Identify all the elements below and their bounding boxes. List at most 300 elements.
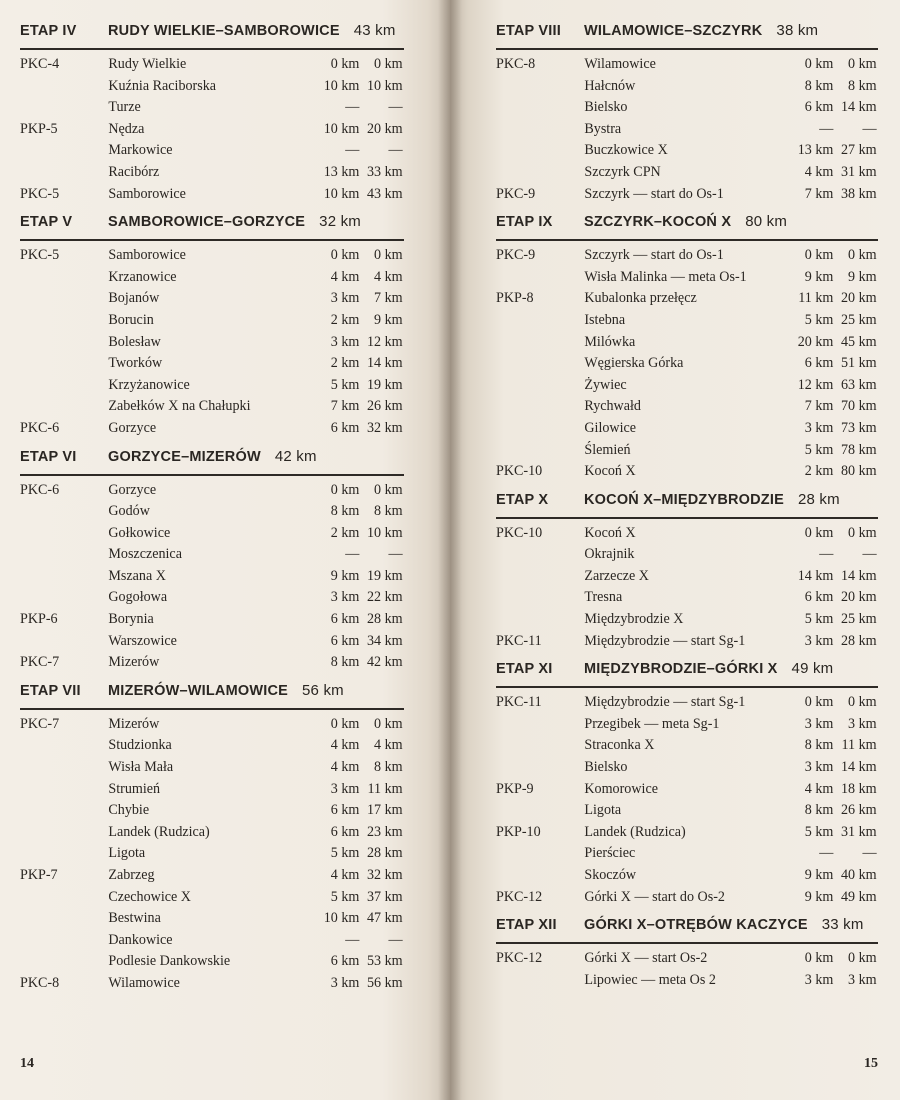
segment-distance: 3 km bbox=[804, 759, 834, 776]
place-name: Podlesie Dankowskie bbox=[108, 953, 231, 970]
place-name: Ligota bbox=[108, 845, 146, 862]
cumulative-distance: — bbox=[388, 931, 403, 948]
cumulative-distance: 25 km bbox=[840, 311, 877, 328]
stage-rows bbox=[496, 241, 878, 491]
place-name: Kocoń X bbox=[584, 524, 636, 541]
place-name: Zabrzeg bbox=[108, 867, 155, 883]
segment-distance: 5 km bbox=[330, 376, 360, 393]
segment-distance: 8 km bbox=[804, 802, 834, 819]
cumulative-distance: 10 km bbox=[366, 77, 403, 94]
segment-distance: 10 km bbox=[323, 185, 360, 202]
checkpoint-code: PKC-8 bbox=[496, 56, 536, 72]
stage-header bbox=[496, 22, 878, 50]
stage-distance: 56 km bbox=[302, 681, 344, 699]
segment-distance: 0 km bbox=[804, 56, 834, 72]
segment-distance: 2 km bbox=[804, 463, 834, 480]
segment-distance: — bbox=[345, 99, 360, 116]
place-name: Wilamowice bbox=[584, 56, 656, 72]
cumulative-distance: 28 km bbox=[366, 845, 403, 862]
stage-route: MIZERÓW–WILAMOWICE bbox=[108, 682, 288, 699]
cumulative-distance: 3 km bbox=[848, 715, 877, 732]
place-name: Gołkowice bbox=[108, 524, 171, 541]
route-row bbox=[496, 164, 877, 186]
cumulative-distance: 22 km bbox=[366, 589, 403, 606]
stage-rows bbox=[496, 688, 878, 916]
stage-block bbox=[20, 22, 404, 213]
route-row bbox=[496, 824, 877, 846]
place-name: Żywiec bbox=[584, 376, 627, 393]
checkpoint-code: PKC-6 bbox=[20, 481, 60, 498]
checkpoint-code: PKP-8 bbox=[496, 290, 534, 307]
segment-distance: 0 km bbox=[804, 950, 834, 967]
route-row bbox=[20, 737, 403, 759]
route-row bbox=[20, 568, 403, 590]
segment-distance: 3 km bbox=[330, 589, 360, 606]
cumulative-distance: 49 km bbox=[840, 888, 877, 905]
route-row bbox=[20, 525, 403, 547]
cumulative-distance: 14 km bbox=[366, 355, 403, 372]
route-row bbox=[20, 78, 403, 100]
segment-distance: 8 km bbox=[804, 737, 834, 754]
route-row bbox=[496, 99, 877, 121]
place-name: Borynia bbox=[108, 611, 154, 628]
segment-distance: 5 km bbox=[804, 441, 834, 458]
cumulative-distance: 0 km bbox=[374, 481, 403, 498]
place-name: Straconka X bbox=[584, 737, 655, 754]
route-row bbox=[496, 694, 877, 716]
checkpoint-code: PKP-5 bbox=[20, 120, 58, 137]
place-name: Krzyżanowice bbox=[108, 376, 190, 393]
route-row bbox=[496, 56, 877, 78]
route-row bbox=[20, 186, 403, 208]
segment-distance: 5 km bbox=[330, 888, 360, 905]
place-name: Kuźnia Raciborska bbox=[108, 77, 217, 94]
place-name: Pierściec bbox=[584, 845, 636, 862]
place-name: Tresna bbox=[584, 589, 623, 606]
cumulative-distance: 12 km bbox=[366, 333, 403, 350]
cumulative-distance: 14 km bbox=[840, 759, 877, 776]
segment-distance: — bbox=[819, 546, 834, 563]
place-name: Międzybrodzie X bbox=[584, 611, 684, 628]
place-name: Markowice bbox=[108, 142, 173, 159]
place-name: Zabełków X na Chałupki bbox=[108, 398, 251, 415]
cumulative-distance: 9 km bbox=[848, 268, 877, 285]
segment-distance: 5 km bbox=[804, 311, 834, 328]
route-row bbox=[496, 950, 877, 972]
place-name: Krzanowice bbox=[108, 268, 177, 285]
stage-header bbox=[496, 213, 878, 241]
place-name: Tworków bbox=[108, 355, 163, 372]
segment-distance: 0 km bbox=[330, 481, 360, 498]
place-name: Mizerów bbox=[108, 654, 160, 671]
stage-rows bbox=[20, 476, 404, 682]
cumulative-distance: 4 km bbox=[374, 737, 403, 754]
stage-block bbox=[496, 916, 878, 999]
segment-distance: 6 km bbox=[804, 99, 834, 116]
segment-distance: 6 km bbox=[330, 611, 360, 628]
route-row bbox=[20, 589, 403, 611]
stage-rows bbox=[496, 50, 878, 213]
segment-distance: 4 km bbox=[330, 867, 360, 883]
segment-distance: 13 km bbox=[323, 163, 360, 180]
route-row bbox=[496, 355, 877, 377]
place-name: Warszowice bbox=[108, 632, 177, 649]
stage-distance: 28 km bbox=[797, 490, 840, 508]
route-row bbox=[20, 910, 403, 932]
stage-block bbox=[496, 213, 878, 491]
route-row bbox=[496, 611, 877, 633]
cumulative-distance: 19 km bbox=[366, 376, 403, 393]
cumulative-distance: 9 km bbox=[374, 311, 403, 328]
cumulative-distance: 26 km bbox=[366, 398, 403, 415]
segment-distance: 5 km bbox=[804, 611, 834, 628]
place-name: Nędza bbox=[108, 120, 145, 137]
cumulative-distance: 33 km bbox=[366, 163, 403, 180]
place-name: Bestwina bbox=[108, 910, 161, 927]
route-row bbox=[496, 716, 877, 738]
route-row bbox=[20, 247, 403, 269]
checkpoint-code: PKC-12 bbox=[496, 950, 543, 967]
segment-distance: 0 km bbox=[330, 247, 360, 264]
cumulative-distance: 8 km bbox=[374, 759, 403, 776]
checkpoint-code: PKP-9 bbox=[496, 780, 534, 797]
stage-number: ETAP X bbox=[496, 491, 549, 508]
place-name: Racibórz bbox=[108, 163, 160, 180]
route-row bbox=[20, 121, 403, 143]
segment-distance: 8 km bbox=[330, 654, 360, 671]
route-row bbox=[20, 633, 403, 655]
route-row bbox=[20, 142, 403, 164]
segment-distance: 0 km bbox=[804, 694, 834, 711]
segment-distance: — bbox=[819, 845, 834, 862]
cumulative-distance: 0 km bbox=[848, 56, 877, 72]
stage-number: ETAP V bbox=[20, 214, 73, 231]
cumulative-distance: 43 km bbox=[366, 185, 403, 202]
cumulative-distance: 20 km bbox=[840, 290, 877, 307]
place-name: Międzybrodzie — start Sg-1 bbox=[584, 694, 746, 711]
place-name: Bystra bbox=[584, 120, 622, 137]
route-row bbox=[496, 142, 877, 164]
place-name: Chybie bbox=[108, 802, 150, 819]
route-row bbox=[496, 737, 877, 759]
cumulative-distance: 18 km bbox=[840, 780, 877, 797]
route-row bbox=[20, 654, 403, 676]
place-name: Gogołowa bbox=[108, 589, 168, 606]
stage-list bbox=[496, 22, 878, 999]
segment-distance: 6 km bbox=[330, 823, 360, 840]
stage-header bbox=[20, 213, 404, 241]
checkpoint-code: PKC-7 bbox=[20, 654, 60, 671]
place-name: Kocoń X bbox=[584, 463, 636, 480]
route-row bbox=[496, 247, 877, 269]
place-name: Samborowice bbox=[108, 185, 186, 202]
cumulative-distance: — bbox=[388, 99, 403, 116]
stage-header bbox=[20, 448, 404, 476]
cumulative-distance: 14 km bbox=[840, 567, 877, 584]
checkpoint-code: PKP-6 bbox=[20, 611, 58, 628]
place-name: Wilamowice bbox=[108, 974, 180, 991]
route-row bbox=[496, 867, 877, 889]
cumulative-distance: 70 km bbox=[840, 398, 877, 415]
stage-block bbox=[20, 213, 404, 447]
segment-distance: 4 km bbox=[804, 780, 834, 797]
checkpoint-code: PKC-11 bbox=[496, 694, 542, 711]
route-row bbox=[496, 269, 877, 291]
place-name: Zarzecze X bbox=[584, 567, 649, 584]
cumulative-distance: 8 km bbox=[848, 77, 877, 94]
place-name: Górki X — start Os-2 bbox=[584, 950, 708, 967]
segment-distance: 6 km bbox=[330, 632, 360, 649]
segment-distance: 2 km bbox=[330, 524, 360, 541]
segment-distance: 9 km bbox=[804, 888, 834, 905]
page-number: 14 bbox=[20, 1056, 34, 1071]
stage-distance: 49 km bbox=[791, 660, 834, 678]
place-name: Międzybrodzie — start Sg-1 bbox=[584, 632, 746, 649]
place-name: Ligota bbox=[584, 802, 622, 819]
place-name: Turze bbox=[108, 99, 141, 116]
place-name: Szczyrk — start do Os-1 bbox=[584, 185, 724, 202]
place-name: Przegibek — meta Sg-1 bbox=[584, 715, 720, 732]
stage-header bbox=[496, 660, 878, 688]
route-row bbox=[496, 546, 877, 568]
cumulative-distance: — bbox=[388, 546, 403, 563]
cumulative-distance: 32 km bbox=[366, 867, 403, 883]
place-name: Okrajnik bbox=[584, 546, 635, 563]
stage-route: SZCZYRK–KOCOŃ X bbox=[584, 214, 732, 231]
checkpoint-code: PKC-10 bbox=[496, 463, 543, 480]
route-row bbox=[496, 633, 877, 655]
route-row bbox=[20, 932, 403, 954]
segment-distance: 10 km bbox=[323, 77, 360, 94]
cumulative-distance: — bbox=[862, 845, 877, 862]
segment-distance: 0 km bbox=[330, 56, 360, 72]
place-name: Ślemień bbox=[584, 441, 631, 458]
stage-distance: 38 km bbox=[776, 22, 819, 39]
cumulative-distance: 25 km bbox=[840, 611, 877, 628]
segment-distance: 6 km bbox=[330, 953, 360, 970]
place-name: Landek (Rudzica) bbox=[584, 823, 686, 840]
segment-distance: 9 km bbox=[330, 567, 360, 584]
route-row bbox=[20, 312, 403, 334]
route-row bbox=[20, 889, 403, 911]
place-name: Milówka bbox=[584, 333, 636, 350]
route-row bbox=[496, 568, 877, 590]
stage-distance: 32 km bbox=[319, 213, 362, 231]
stage-route: GORZYCE–MIZERÓW bbox=[108, 448, 261, 465]
segment-distance: 4 km bbox=[330, 268, 360, 285]
stage-block bbox=[496, 660, 878, 916]
cumulative-distance: 0 km bbox=[848, 694, 877, 711]
place-name: Bolesław bbox=[108, 333, 161, 350]
place-name: Hałcnów bbox=[584, 77, 636, 94]
place-name: Studzionka bbox=[108, 737, 172, 754]
cumulative-distance: 0 km bbox=[374, 715, 403, 732]
segment-distance: 3 km bbox=[330, 974, 360, 991]
cumulative-distance: 53 km bbox=[366, 953, 403, 970]
checkpoint-code: PKC-9 bbox=[496, 185, 536, 202]
stage-distance: 33 km bbox=[821, 916, 864, 934]
route-row bbox=[496, 972, 877, 994]
cumulative-distance: 34 km bbox=[366, 632, 403, 649]
stage-header bbox=[20, 682, 404, 710]
route-row bbox=[20, 824, 403, 846]
place-name: Dankowice bbox=[108, 931, 173, 948]
route-row bbox=[496, 802, 877, 824]
cumulative-distance: 20 km bbox=[840, 589, 877, 606]
route-row bbox=[20, 290, 403, 312]
segment-distance: 10 km bbox=[323, 120, 360, 137]
route-row bbox=[496, 377, 877, 399]
cumulative-distance: — bbox=[862, 120, 877, 137]
stage-number: ETAP XII bbox=[496, 917, 557, 934]
cumulative-distance: 0 km bbox=[374, 56, 403, 72]
stage-route: WILAMOWICE–SZCZYRK bbox=[584, 23, 763, 39]
stage-rows bbox=[20, 710, 404, 1003]
place-name: Czechowice X bbox=[108, 888, 191, 905]
cumulative-distance: 0 km bbox=[374, 247, 403, 264]
segment-distance: — bbox=[819, 120, 834, 137]
stage-block bbox=[496, 491, 878, 661]
place-name: Buczkowice X bbox=[584, 142, 668, 159]
right-page bbox=[450, 0, 900, 1100]
checkpoint-code: PKC-5 bbox=[20, 247, 60, 264]
route-row bbox=[20, 398, 403, 420]
place-name: Węgierska Górka bbox=[584, 355, 684, 372]
route-row bbox=[496, 290, 877, 312]
cumulative-distance: 17 km bbox=[366, 802, 403, 819]
checkpoint-code: PKC-12 bbox=[496, 888, 543, 905]
place-name: Samborowice bbox=[108, 247, 186, 264]
place-name: Strumień bbox=[108, 780, 161, 797]
stage-route: MIĘDZYBRODZIE–GÓRKI X bbox=[584, 661, 778, 678]
stage-rows bbox=[20, 241, 404, 447]
cumulative-distance: 31 km bbox=[840, 823, 877, 840]
route-row bbox=[20, 802, 403, 824]
route-row bbox=[20, 975, 403, 997]
cumulative-distance: 37 km bbox=[366, 888, 403, 905]
stage-distance: 43 km bbox=[353, 22, 396, 39]
checkpoint-code: PKP-10 bbox=[496, 823, 541, 840]
place-name: Mizerów bbox=[108, 715, 160, 732]
segment-distance: 9 km bbox=[804, 268, 834, 285]
stage-number: ETAP IX bbox=[496, 214, 553, 231]
route-row bbox=[496, 186, 877, 208]
place-name: Lipowiec — meta Os 2 bbox=[584, 971, 716, 988]
segment-distance: 4 km bbox=[330, 759, 360, 776]
segment-distance: — bbox=[345, 142, 360, 159]
segment-distance: 7 km bbox=[330, 398, 360, 415]
segment-distance: 0 km bbox=[804, 524, 834, 541]
cumulative-distance: 11 km bbox=[841, 737, 877, 754]
stage-header bbox=[20, 22, 404, 50]
cumulative-distance: 47 km bbox=[366, 910, 403, 927]
stage-block bbox=[20, 682, 404, 1003]
checkpoint-code: PKC-5 bbox=[20, 185, 60, 202]
place-name: Rudy Wielkie bbox=[108, 56, 187, 72]
cumulative-distance: 7 km bbox=[374, 290, 403, 307]
route-row bbox=[20, 716, 403, 738]
place-name: Mszana X bbox=[108, 567, 166, 584]
route-row bbox=[20, 269, 403, 291]
place-name: Bojanów bbox=[108, 290, 160, 307]
checkpoint-code: PKC-11 bbox=[496, 632, 542, 649]
cumulative-distance: 26 km bbox=[840, 802, 877, 819]
segment-distance: 6 km bbox=[804, 589, 834, 606]
segment-distance: 6 km bbox=[330, 419, 360, 436]
segment-distance: 13 km bbox=[797, 142, 834, 159]
segment-distance: 6 km bbox=[330, 802, 360, 819]
place-name: Moszczenica bbox=[108, 546, 182, 563]
segment-distance: 11 km bbox=[798, 290, 834, 307]
route-row bbox=[20, 334, 403, 356]
checkpoint-code: PKC-8 bbox=[20, 974, 60, 991]
route-row bbox=[496, 781, 877, 803]
place-name: Istebna bbox=[584, 311, 626, 328]
place-name: Godów bbox=[108, 503, 150, 520]
segment-distance: 3 km bbox=[804, 715, 834, 732]
cumulative-distance: — bbox=[862, 546, 877, 563]
route-row bbox=[20, 953, 403, 975]
cumulative-distance: 38 km bbox=[840, 185, 877, 202]
route-row bbox=[20, 355, 403, 377]
cumulative-distance: 28 km bbox=[840, 632, 877, 649]
cumulative-distance: 11 km bbox=[367, 780, 403, 797]
checkpoint-code: PKC-9 bbox=[496, 247, 536, 264]
place-name: Gorzyce bbox=[108, 481, 157, 498]
route-row bbox=[496, 442, 877, 464]
cumulative-distance: — bbox=[388, 142, 403, 159]
place-name: Kubalonka przełęcz bbox=[584, 290, 697, 307]
route-row bbox=[20, 420, 403, 442]
route-row bbox=[496, 312, 877, 334]
cumulative-distance: 10 km bbox=[366, 524, 403, 541]
stage-number: ETAP VI bbox=[20, 448, 77, 465]
segment-distance: 8 km bbox=[330, 503, 360, 520]
checkpoint-code: PKC-4 bbox=[20, 56, 60, 72]
cumulative-distance: 45 km bbox=[840, 333, 877, 350]
route-row bbox=[496, 759, 877, 781]
stage-block bbox=[496, 22, 878, 213]
stage-route: KOCOŃ X–MIĘDZYBRODZIE bbox=[584, 491, 784, 508]
cumulative-distance: 27 km bbox=[840, 142, 877, 159]
cumulative-distance: 42 km bbox=[366, 654, 403, 671]
place-name: Skoczów bbox=[584, 867, 637, 883]
page-number: 15 bbox=[864, 1056, 878, 1071]
segment-distance: 0 km bbox=[804, 247, 834, 264]
segment-distance: 14 km bbox=[797, 567, 834, 584]
segment-distance: 5 km bbox=[330, 845, 360, 862]
route-row bbox=[20, 867, 403, 889]
segment-distance: 2 km bbox=[330, 355, 360, 372]
segment-distance: 3 km bbox=[330, 290, 360, 307]
segment-distance: 7 km bbox=[804, 398, 834, 415]
stage-distance: 80 km bbox=[745, 213, 788, 231]
cumulative-distance: 56 km bbox=[366, 974, 403, 991]
stage-rows bbox=[20, 50, 404, 213]
stage-header bbox=[496, 491, 878, 519]
segment-distance: 9 km bbox=[804, 867, 834, 883]
stage-distance: 42 km bbox=[274, 447, 317, 465]
route-row bbox=[20, 845, 403, 867]
segment-distance: 6 km bbox=[804, 355, 834, 372]
segment-distance: 4 km bbox=[804, 163, 834, 180]
checkpoint-code: PKC-6 bbox=[20, 419, 60, 436]
route-row bbox=[496, 845, 877, 867]
cumulative-distance: 0 km bbox=[848, 950, 877, 967]
cumulative-distance: 31 km bbox=[840, 163, 877, 180]
route-row bbox=[20, 99, 403, 121]
stage-route: GÓRKI X–OTRĘBÓW KACZYCE bbox=[584, 917, 808, 934]
